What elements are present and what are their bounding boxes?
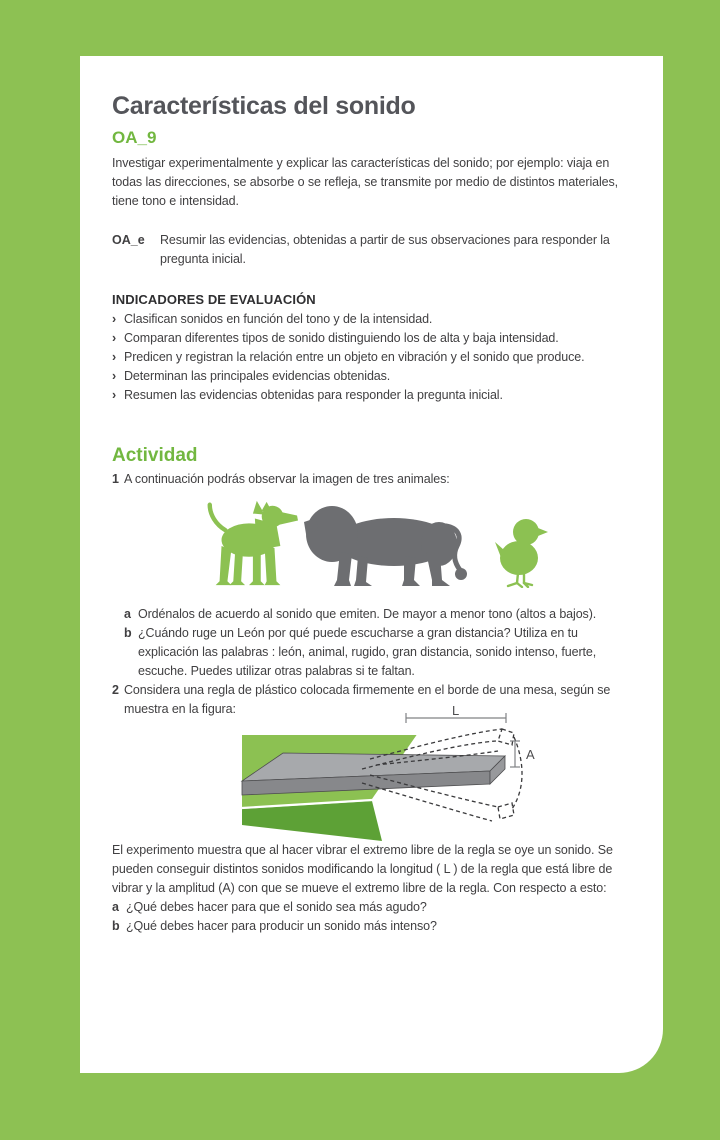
chick-legs xyxy=(508,573,532,587)
item-letter: a xyxy=(112,900,119,914)
oae-label: OA_e xyxy=(112,233,145,247)
indicator-text: Comparan diferentes tipos de sonido distinguiendo los de alta y baja intensidad. xyxy=(124,331,559,345)
item-text: Considera una regla de plástico colocada firmemente en el borde de una mesa, según se muestra en la figura: xyxy=(124,683,611,716)
ruler-table-figure xyxy=(230,703,570,853)
indicator-item xyxy=(112,310,622,329)
indicators-heading: INDICADORES DE EVALUACIÓN xyxy=(112,292,316,307)
oa9-description: Investigar experimentalmente y explicar las características del sonido; por ejemplo: viaja en todas las direcciones, se absorbe o se refleja, se transmite por medio de distintos materiales, tiene tono e intensidad. xyxy=(112,156,619,208)
indicator-item xyxy=(112,367,622,386)
amplitude-label: A xyxy=(526,747,535,762)
chevron-bullet-icon: › xyxy=(112,331,117,345)
indicator-text: Clasifican sonidos en función del tono y de la intensidad. xyxy=(124,312,433,326)
item-text: ¿Cuándo ruge un León por qué puede escucharse a gran distancia? Utiliza en tu explicación las palabras : león, animal, rugido, gran distancia, sonido intenso, fuerte, escuche. Puedes utilizar otras palabras si te faltan. xyxy=(138,626,597,678)
lion-silhouette xyxy=(304,504,476,588)
item-letter: a xyxy=(124,607,131,621)
oae-description: Resumir las evidencias, obtenidas a partir de sus observaciones para responder la pregunta inicial. xyxy=(160,233,610,266)
activity-heading: Actividad xyxy=(112,445,198,466)
item-letter: b xyxy=(124,626,132,640)
indicator-text: Predicen y registran la relación entre un objeto en vibración y el sonido que produce. xyxy=(124,350,585,364)
chevron-bullet-icon: › xyxy=(112,350,117,364)
animal-silhouettes-row xyxy=(198,498,622,588)
activity-item-1a xyxy=(124,605,622,624)
indicator-text: Resumen las evidencias obtenidas para responder la pregunta inicial. xyxy=(124,388,503,402)
activity-item-2b xyxy=(112,917,622,936)
item-text: ¿Qué debes hacer para producir un sonido más intenso? xyxy=(126,919,437,933)
experiment-description: El experimento muestra que al hacer vibrar el extremo libre de la regla se oye un sonido. Se pueden conseguir distintos sonidos modificando la longitud ( L ) de la regla que está libre de vibrar y la amplitud (A) con que se mueve el extremo libre de la regla. Con respecto a esto: xyxy=(112,843,613,895)
activity-item-1 xyxy=(112,470,622,489)
ruler xyxy=(242,753,505,795)
chevron-bullet-icon: › xyxy=(112,312,117,326)
page-title: Características del sonido xyxy=(112,92,416,120)
length-label: L xyxy=(452,703,460,718)
indicator-item xyxy=(112,386,622,405)
chevron-bullet-icon: › xyxy=(112,369,117,383)
dog-silhouette xyxy=(198,498,298,588)
indicator-item xyxy=(112,329,622,348)
indicator-text: Determinan las principales evidencias obtenidas. xyxy=(124,369,391,383)
worksheet-card xyxy=(80,56,663,1073)
oae-row xyxy=(112,231,622,269)
item-text: A continuación podrás observar la imagen de tres animales: xyxy=(124,472,450,486)
item-number: 2 xyxy=(112,683,119,697)
chick-silhouette xyxy=(494,516,550,588)
dog-tail xyxy=(210,505,226,530)
item-text: ¿Qué debes hacer para que el sonido sea más agudo? xyxy=(126,900,427,914)
item-letter: b xyxy=(112,919,120,933)
chevron-bullet-icon: › xyxy=(112,388,117,402)
activity-item-1b xyxy=(124,624,622,681)
indicator-item xyxy=(112,348,622,367)
activity-item-2a xyxy=(112,898,622,917)
indicators-list xyxy=(112,310,622,405)
oa9-label: OA_9 xyxy=(112,128,157,147)
activity-item-2 xyxy=(112,681,622,719)
item-text: Ordénalos de acuerdo al sonido que emiten. De mayor a menor tono (altos a bajos). xyxy=(138,607,597,621)
item-number: 1 xyxy=(112,472,119,486)
